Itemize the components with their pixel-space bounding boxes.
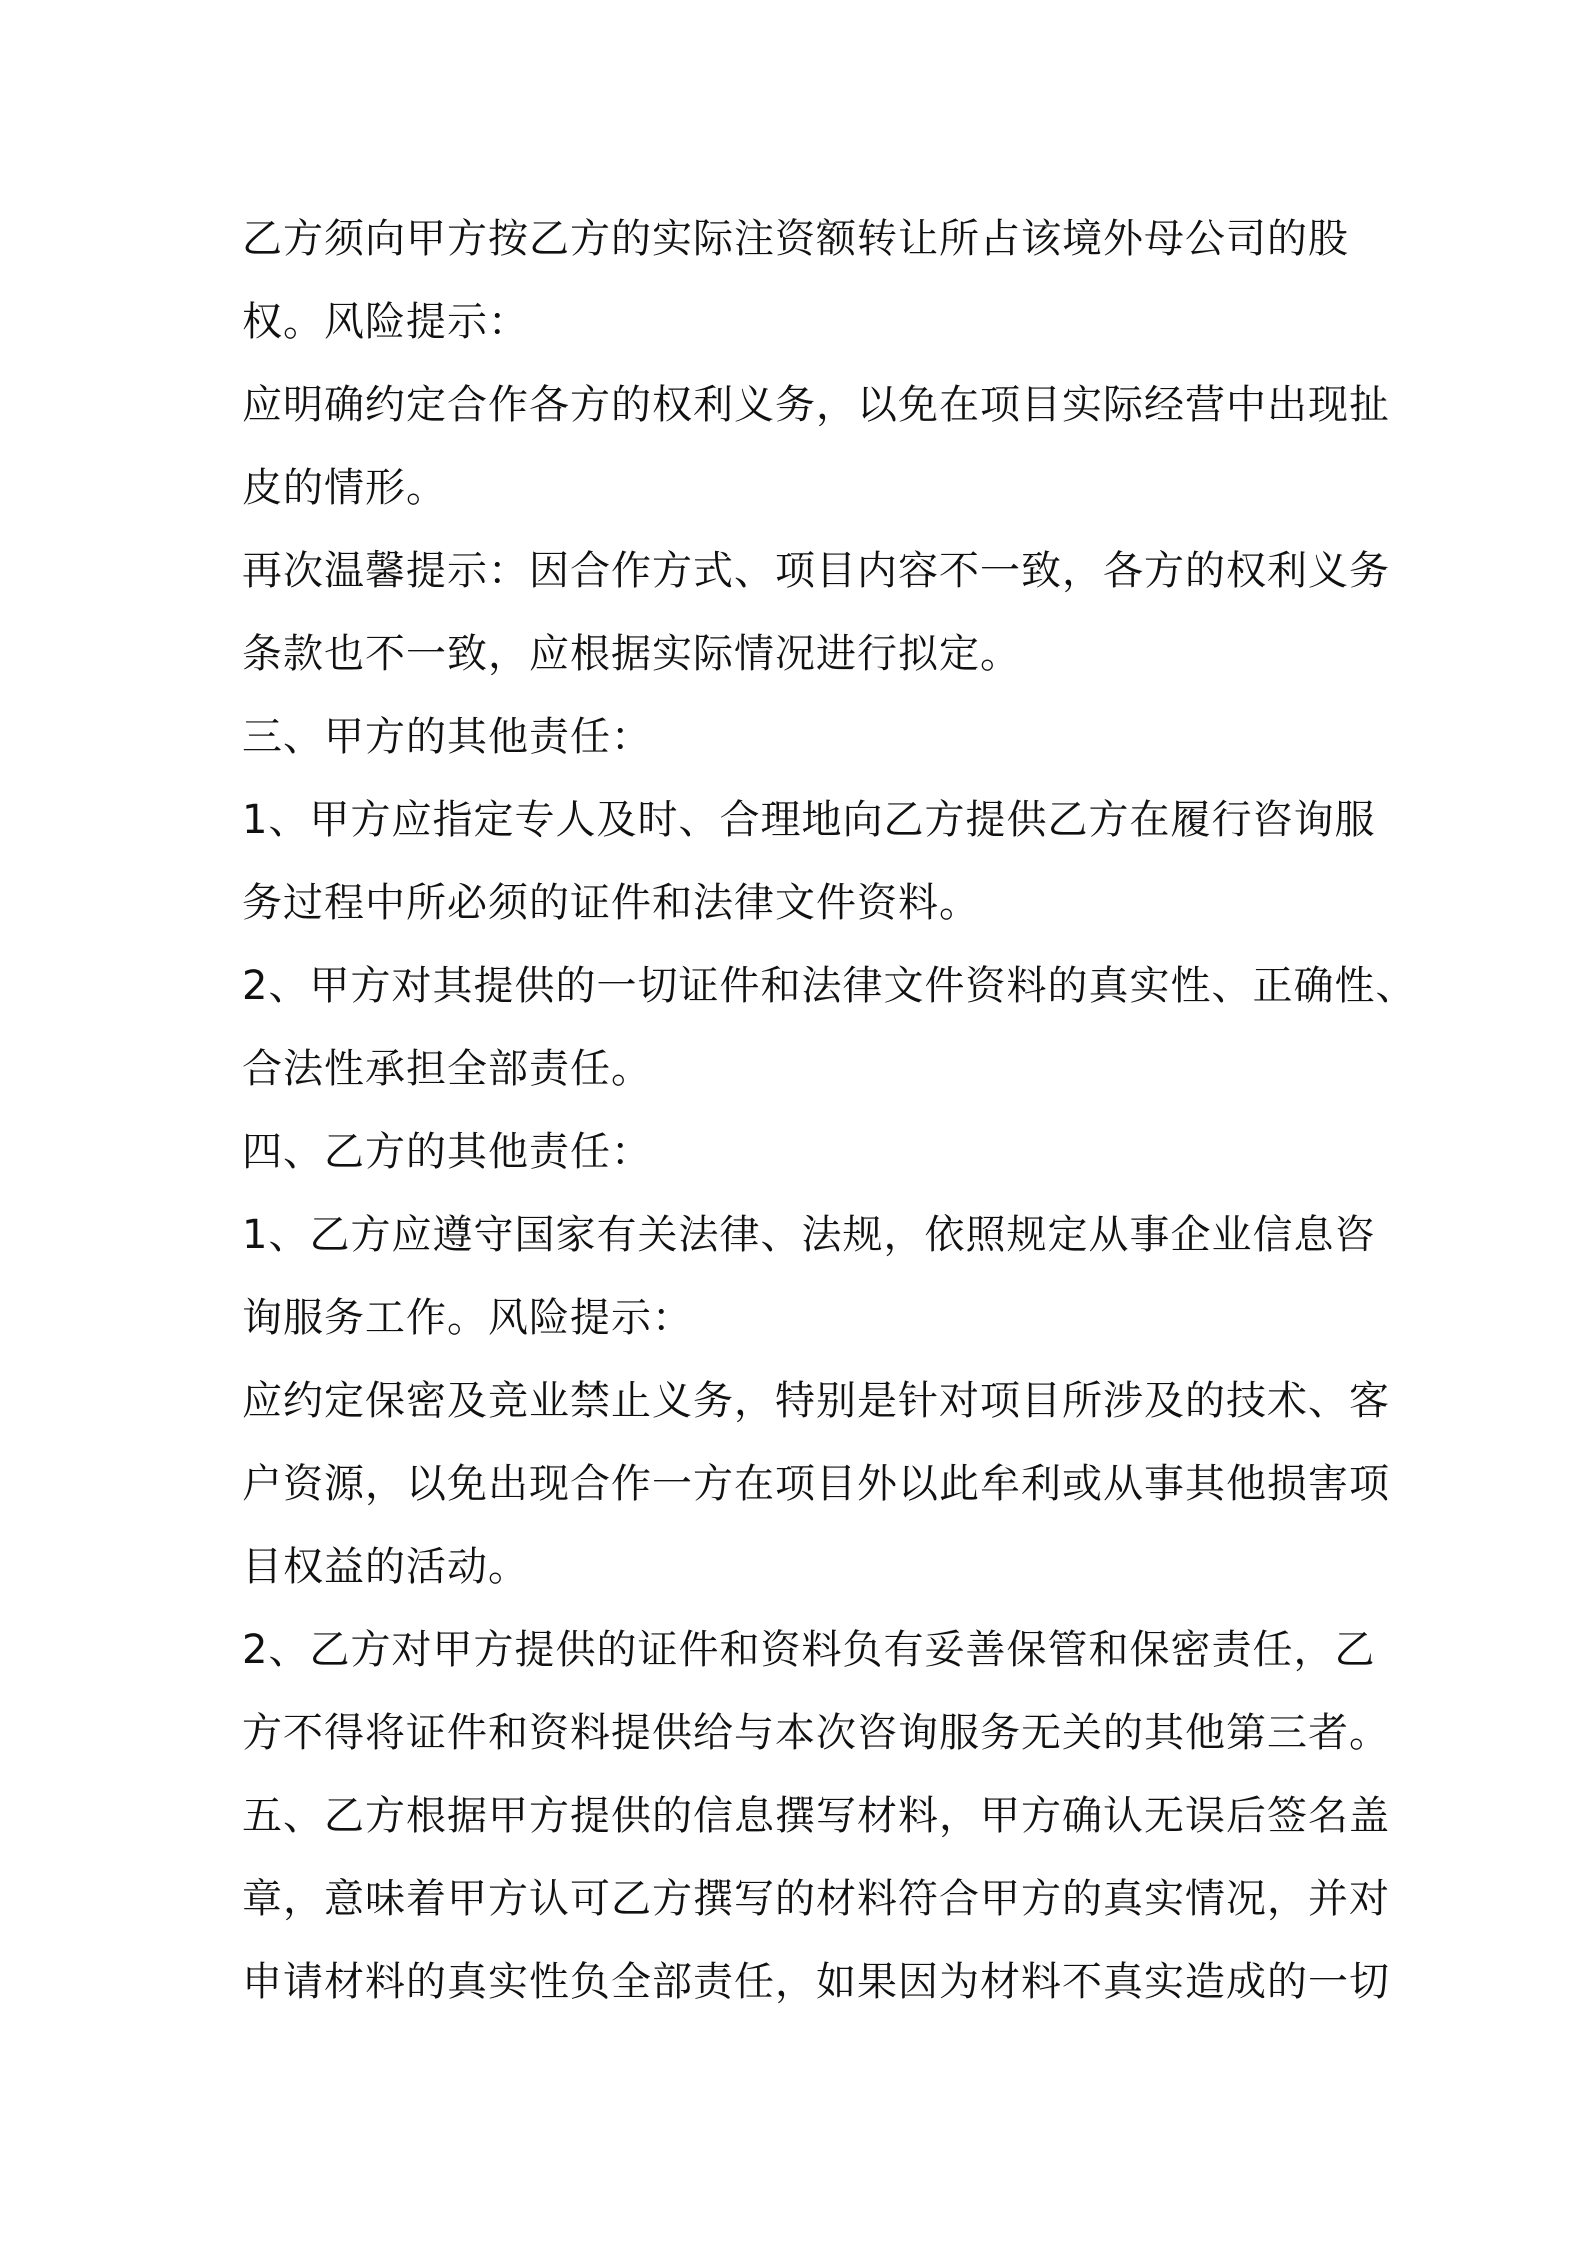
text-line: 1、甲方应指定专人及时、合理地向乙方提供乙方在履行咨询服: [242, 797, 1376, 843]
text-line: 方不得将证件和资料提供给与本次咨询服务无关的其他第三者。: [242, 1710, 1390, 1756]
document-body: [242, 198, 1417, 2024]
text-line: 合法性承担全部责任。: [242, 1046, 652, 1092]
text-line: 目权益的活动。: [242, 1544, 529, 1590]
text-line: 务过程中所必须的证件和法律文件资料。: [242, 880, 980, 926]
text-line: 章，意味着甲方认可乙方撰写的材料符合甲方的真实情况，并对: [242, 1876, 1390, 1922]
text-line: 询服务工作。风险提示：: [242, 1295, 693, 1341]
section-heading: 四、乙方的其他责任：: [242, 1129, 652, 1175]
text-line: 乙方须向甲方按乙方的实际注资额转让所占该境外母公司的股: [242, 216, 1349, 262]
text-line: 2、甲方对其提供的一切证件和法律文件资料的真实性、正确性、: [242, 963, 1417, 1009]
text-line: 1、乙方应遵守国家有关法律、法规，依照规定从事企业信息咨: [242, 1212, 1376, 1258]
section-heading: 五、乙方根据甲方提供的信息撰写材料，甲方确认无误后签名盖: [242, 1793, 1390, 1839]
text-line: 权。风险提示：: [242, 299, 529, 345]
text-line: 2、乙方对甲方提供的证件和资料负有妥善保管和保密责任，乙: [242, 1627, 1376, 1673]
text-line: 应约定保密及竞业禁止义务，特别是针对项目所涉及的技术、客: [242, 1378, 1390, 1424]
text-line: 申请材料的真实性负全部责任，如果因为材料不真实造成的一切: [242, 1959, 1390, 2005]
section-heading: 三、甲方的其他责任：: [242, 714, 652, 760]
text-line: 户资源，以免出现合作一方在项目外以此牟利或从事其他损害项: [242, 1461, 1390, 1507]
text-line: 再次温馨提示：因合作方式、项目内容不一致，各方的权利义务: [242, 548, 1390, 594]
text-line: 应明确约定合作各方的权利义务，以免在项目实际经营中出现扯: [242, 382, 1390, 428]
text-line: 皮的情形。: [242, 465, 447, 511]
text-line: 条款也不一致，应根据实际情况进行拟定。: [242, 631, 1021, 677]
